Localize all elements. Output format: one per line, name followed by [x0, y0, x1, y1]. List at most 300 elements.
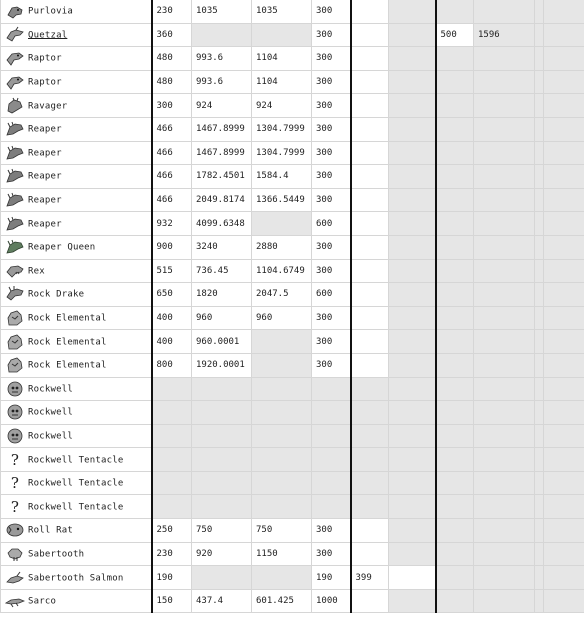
stat-cell: 300: [312, 141, 351, 165]
stat-cell: [544, 353, 584, 377]
stat-cell: [474, 212, 535, 236]
stat-cell: [436, 566, 474, 590]
stat-cell: 1820: [192, 283, 252, 307]
stat-cell: 466: [152, 165, 192, 189]
creature-label: Ravager: [28, 101, 68, 112]
stat-cell: [192, 424, 252, 448]
stat-cell: [389, 424, 436, 448]
stat-cell: [535, 188, 544, 212]
stat-cell: [544, 235, 584, 259]
stat-cell: [535, 495, 544, 519]
stat-cell: 300: [312, 235, 351, 259]
creature-name-cell: [1, 330, 152, 354]
stat-cell: 960: [252, 306, 312, 330]
stat-cell: 650: [152, 283, 192, 307]
stat-cell: 300: [312, 519, 351, 543]
stat-cell: [535, 589, 544, 613]
stat-cell: 399: [351, 566, 389, 590]
stat-cell: [474, 377, 535, 401]
stat-cell: 300: [312, 23, 351, 47]
stat-cell: 1596: [474, 23, 535, 47]
table-row: [1, 23, 584, 47]
stat-cell: [474, 117, 535, 141]
stat-cell: [544, 94, 584, 118]
table-row: [1, 188, 584, 212]
stat-cell: [535, 401, 544, 425]
stat-cell: [535, 23, 544, 47]
stat-cell: [544, 23, 584, 47]
creature-name-cell: [1, 542, 152, 566]
stat-cell: 750: [192, 519, 252, 543]
stat-cell: [436, 424, 474, 448]
stat-cell: 1920.0001: [192, 353, 252, 377]
stat-cell: 300: [312, 165, 351, 189]
stat-cell: [389, 330, 436, 354]
stat-cell: [192, 401, 252, 425]
table-row: [1, 306, 584, 330]
stat-cell: [474, 542, 535, 566]
stat-cell: 1000: [312, 589, 351, 613]
stat-cell: [389, 377, 436, 401]
stat-cell: 1467.8999: [192, 141, 252, 165]
creature-label: Sarco: [28, 596, 57, 607]
stat-cell: [436, 47, 474, 71]
creature-name-cell: [1, 377, 152, 401]
stat-cell: [152, 471, 192, 495]
stat-cell: [192, 566, 252, 590]
reaper-icon: [5, 144, 25, 162]
stat-cell: [535, 306, 544, 330]
stat-cell: [351, 353, 389, 377]
stat-cell: 300: [312, 47, 351, 71]
creature-label: Rock Elemental: [28, 313, 107, 324]
stat-cell: [152, 401, 192, 425]
stat-cell: [474, 283, 535, 307]
sarco-icon: [5, 592, 25, 610]
stat-cell: 466: [152, 141, 192, 165]
stat-cell: [474, 188, 535, 212]
stat-cell: [544, 306, 584, 330]
creature-name-cell: [1, 519, 152, 543]
stat-cell: 300: [312, 0, 351, 23]
creature-label: Raptor: [28, 53, 62, 64]
creature-name-cell: [1, 0, 152, 23]
stat-cell: [389, 23, 436, 47]
reaper-queen-icon: [5, 238, 25, 256]
table-row: [1, 542, 584, 566]
stat-cell: 480: [152, 70, 192, 94]
stat-cell: [152, 424, 192, 448]
table-row: [1, 471, 584, 495]
table-row: [1, 424, 584, 448]
stat-cell: [312, 401, 351, 425]
stat-cell: 800: [152, 353, 192, 377]
table-row: [1, 165, 584, 189]
creature-name-cell[interactable]: [1, 23, 152, 47]
stat-cell: 230: [152, 542, 192, 566]
stat-cell: [389, 495, 436, 519]
stat-cell: 300: [312, 259, 351, 283]
stat-cell: [436, 165, 474, 189]
stat-cell: 190: [152, 566, 192, 590]
stat-cell: [535, 353, 544, 377]
stat-cell: 300: [312, 330, 351, 354]
stat-cell: [535, 94, 544, 118]
stat-cell: 4099.6348: [192, 212, 252, 236]
stat-cell: 960.0001: [192, 330, 252, 354]
stat-cell: [389, 235, 436, 259]
stat-cell: [312, 495, 351, 519]
stat-cell: 466: [152, 117, 192, 141]
stat-cell: [252, 353, 312, 377]
stat-cell: [351, 330, 389, 354]
stat-cell: [474, 330, 535, 354]
question-mark-icon: ?: [10, 450, 20, 469]
stat-cell: [436, 330, 474, 354]
table-row: [1, 519, 584, 543]
creature-name-cell: [1, 306, 152, 330]
stat-cell: 2049.8174: [192, 188, 252, 212]
stat-cell: [389, 0, 436, 23]
stat-cell: [474, 353, 535, 377]
sabertooth-icon: [5, 545, 25, 563]
stat-cell: [389, 519, 436, 543]
creature-label: Reaper: [28, 195, 62, 206]
stat-cell: [436, 542, 474, 566]
stat-cell: [544, 471, 584, 495]
stat-cell: [535, 448, 544, 472]
stat-cell: [351, 589, 389, 613]
stat-cell: 300: [312, 306, 351, 330]
table-row: [1, 283, 584, 307]
question-mark-icon: ?: [10, 474, 20, 493]
stat-cell: 400: [152, 306, 192, 330]
stat-cell: [474, 259, 535, 283]
stat-cell: [474, 70, 535, 94]
creature-label: Rockwell Tentacle: [28, 478, 124, 489]
creature-label: Reaper: [28, 219, 62, 230]
table-row: [1, 353, 584, 377]
stat-cell: 1467.8999: [192, 117, 252, 141]
sabertooth-salmon-icon: [5, 569, 25, 587]
stat-cell: 900: [152, 235, 192, 259]
creature-label: Reaper Queen: [28, 242, 96, 253]
stat-cell: [152, 377, 192, 401]
stat-cell: 3240: [192, 235, 252, 259]
creature-name-cell: [1, 47, 152, 71]
table-row: [1, 70, 584, 94]
table-row: [1, 377, 584, 401]
stat-cell: [252, 495, 312, 519]
stat-cell: 993.6: [192, 70, 252, 94]
stat-cell: [436, 401, 474, 425]
creature-name-cell: [1, 117, 152, 141]
stat-cell: [252, 330, 312, 354]
stat-cell: [436, 94, 474, 118]
stat-cell: [351, 519, 389, 543]
stat-cell: [474, 306, 535, 330]
creature-name-cell: [1, 141, 152, 165]
stat-cell: [436, 519, 474, 543]
stat-cell: [474, 566, 535, 590]
stat-cell: [544, 542, 584, 566]
stat-cell: 600: [312, 212, 351, 236]
stat-cell: [544, 401, 584, 425]
stat-cell: 1366.5449: [252, 188, 312, 212]
stat-cell: 300: [312, 353, 351, 377]
stat-cell: 1104: [252, 70, 312, 94]
creature-name-cell: [1, 401, 152, 425]
stat-cell: 1035: [252, 0, 312, 23]
stat-cell: 300: [312, 542, 351, 566]
stat-cell: [535, 377, 544, 401]
stat-cell: [436, 70, 474, 94]
stat-cell: [192, 495, 252, 519]
stat-cell: [436, 495, 474, 519]
stat-cell: [252, 448, 312, 472]
stat-cell: [474, 424, 535, 448]
stat-cell: [436, 306, 474, 330]
stat-cell: [544, 283, 584, 307]
stat-cell: [351, 283, 389, 307]
stat-cell: [544, 259, 584, 283]
stat-cell: [474, 94, 535, 118]
creature-label: Sabertooth Salmon: [28, 573, 124, 584]
stat-cell: [474, 589, 535, 613]
creature-label: Rock Drake: [28, 289, 85, 300]
creature-name-cell: [1, 448, 152, 472]
stat-cell: [436, 353, 474, 377]
reaper-icon: [5, 167, 25, 185]
stat-cell: [535, 165, 544, 189]
stat-cell: [351, 306, 389, 330]
creature-label: Raptor: [28, 77, 62, 88]
stat-cell: [312, 471, 351, 495]
rockwell-icon: [5, 427, 25, 445]
table-row: [1, 212, 584, 236]
stat-cell: [252, 401, 312, 425]
creature-name-cell: [1, 94, 152, 118]
creature-label: Purlovia: [28, 6, 73, 17]
stat-cell: [192, 471, 252, 495]
creature-label: Roll Rat: [28, 525, 73, 536]
stat-cell: [389, 259, 436, 283]
stat-cell: [535, 283, 544, 307]
table-row: [1, 330, 584, 354]
creature-label: Rockwell Tentacle: [28, 455, 124, 466]
table-row: [1, 47, 584, 71]
stat-cell: 300: [312, 94, 351, 118]
stat-cell: [544, 330, 584, 354]
stat-cell: [389, 94, 436, 118]
stat-cell: [351, 424, 389, 448]
stat-cell: [152, 448, 192, 472]
stat-cell: [389, 188, 436, 212]
stat-cell: [389, 542, 436, 566]
stat-cell: 600: [312, 283, 351, 307]
table-row: [1, 94, 584, 118]
stat-cell: [544, 589, 584, 613]
rock-elemental-icon: [5, 309, 25, 327]
stat-cell: [389, 70, 436, 94]
stat-cell: 920: [192, 542, 252, 566]
stat-cell: [351, 0, 389, 23]
stat-cell: 300: [312, 117, 351, 141]
stat-cell: 1104.6749: [252, 259, 312, 283]
creature-name-cell: [1, 495, 152, 519]
table-row: [1, 259, 584, 283]
creature-name-cell: [1, 188, 152, 212]
reaper-icon: [5, 215, 25, 233]
stat-cell: [474, 448, 535, 472]
table-row: [1, 589, 584, 613]
stat-cell: 601.425: [252, 589, 312, 613]
rock-drake-icon: [5, 285, 25, 303]
stat-cell: [535, 70, 544, 94]
stat-cell: [436, 235, 474, 259]
stat-cell: [389, 283, 436, 307]
stat-cell: [535, 471, 544, 495]
stat-cell: 2880: [252, 235, 312, 259]
stat-cell: [351, 165, 389, 189]
quetzal-icon: [5, 26, 25, 44]
stat-cell: [436, 259, 474, 283]
rock-elemental-icon: [5, 333, 25, 351]
creature-name-cell: [1, 353, 152, 377]
stat-cell: [474, 165, 535, 189]
stat-cell: [436, 471, 474, 495]
stat-cell: [436, 0, 474, 23]
stat-cell: [389, 401, 436, 425]
stat-cell: [535, 259, 544, 283]
creature-name-cell: [1, 589, 152, 613]
stat-cell: [389, 47, 436, 71]
stat-cell: 2047.5: [252, 283, 312, 307]
stat-cell: [312, 448, 351, 472]
stat-cell: [474, 401, 535, 425]
stat-cell: 960: [192, 306, 252, 330]
stat-cell: [312, 377, 351, 401]
stat-cell: [436, 283, 474, 307]
stat-cell: [389, 212, 436, 236]
stat-cell: 300: [152, 94, 192, 118]
table-body: [1, 0, 584, 613]
stat-cell: [535, 566, 544, 590]
stat-cell: [535, 542, 544, 566]
stat-cell: [544, 495, 584, 519]
stat-cell: [544, 0, 584, 23]
table-row: [1, 566, 584, 590]
stat-cell: [436, 377, 474, 401]
stat-cell: 1304.7999: [252, 141, 312, 165]
stat-cell: 1104: [252, 47, 312, 71]
stat-cell: [544, 519, 584, 543]
rex-icon: [5, 262, 25, 280]
stat-cell: [389, 448, 436, 472]
table-row: [1, 495, 584, 519]
stat-cell: [436, 117, 474, 141]
table-row: [1, 117, 584, 141]
creature-name-cell: [1, 424, 152, 448]
ravager-icon: [5, 97, 25, 115]
stat-cell: [535, 212, 544, 236]
stat-cell: [544, 566, 584, 590]
stat-cell: 1584.4: [252, 165, 312, 189]
table-row: [1, 235, 584, 259]
stat-cell: [389, 353, 436, 377]
stat-cell: [535, 424, 544, 448]
creature-link[interactable]: Quetzal: [28, 30, 68, 41]
stat-cell: [192, 23, 252, 47]
stat-cell: 360: [152, 23, 192, 47]
table-row: [1, 448, 584, 472]
stat-cell: [544, 70, 584, 94]
stat-cell: [252, 23, 312, 47]
stat-cell: [535, 235, 544, 259]
creature-label: Rockwell: [28, 384, 73, 395]
rockwell-icon: [5, 403, 25, 421]
stat-cell: [544, 377, 584, 401]
stat-cell: [474, 519, 535, 543]
stat-cell: 736.45: [192, 259, 252, 283]
stat-cell: [535, 0, 544, 23]
stat-cell: [351, 448, 389, 472]
stat-cell: [436, 212, 474, 236]
raptor-icon: [5, 73, 25, 91]
table-row: [1, 0, 584, 23]
stat-cell: [544, 424, 584, 448]
stat-cell: 300: [312, 70, 351, 94]
stat-cell: [351, 23, 389, 47]
stat-cell: [351, 235, 389, 259]
stat-cell: [152, 495, 192, 519]
stat-cell: 480: [152, 47, 192, 71]
stat-cell: [351, 117, 389, 141]
stat-cell: [351, 495, 389, 519]
stat-cell: [535, 117, 544, 141]
reaper-icon: [5, 191, 25, 209]
stat-cell: [389, 141, 436, 165]
roll-rat-icon: [5, 521, 25, 539]
creature-name-cell: [1, 283, 152, 307]
stat-cell: [389, 471, 436, 495]
stat-cell: [535, 519, 544, 543]
question-mark-icon: ?: [10, 497, 20, 516]
stat-cell: [351, 70, 389, 94]
stat-cell: [544, 117, 584, 141]
stat-cell: [535, 47, 544, 71]
stat-cell: 400: [152, 330, 192, 354]
table-row: [1, 141, 584, 165]
stat-cell: 932: [152, 212, 192, 236]
stat-cell: [192, 448, 252, 472]
stat-cell: 500: [436, 23, 474, 47]
creature-label: Reaper: [28, 124, 62, 135]
stat-cell: [544, 448, 584, 472]
creature-label: Rockwell Tentacle: [28, 502, 124, 513]
stat-cell: 437.4: [192, 589, 252, 613]
stat-cell: 515: [152, 259, 192, 283]
creature-name-cell: [1, 566, 152, 590]
stat-cell: [474, 495, 535, 519]
stat-cell: [544, 188, 584, 212]
creature-name-cell: [1, 70, 152, 94]
rock-elemental-icon: [5, 356, 25, 374]
stat-cell: [474, 0, 535, 23]
creature-label: Rock Elemental: [28, 337, 107, 348]
stat-cell: [351, 94, 389, 118]
creature-label: Rock Elemental: [28, 360, 107, 371]
